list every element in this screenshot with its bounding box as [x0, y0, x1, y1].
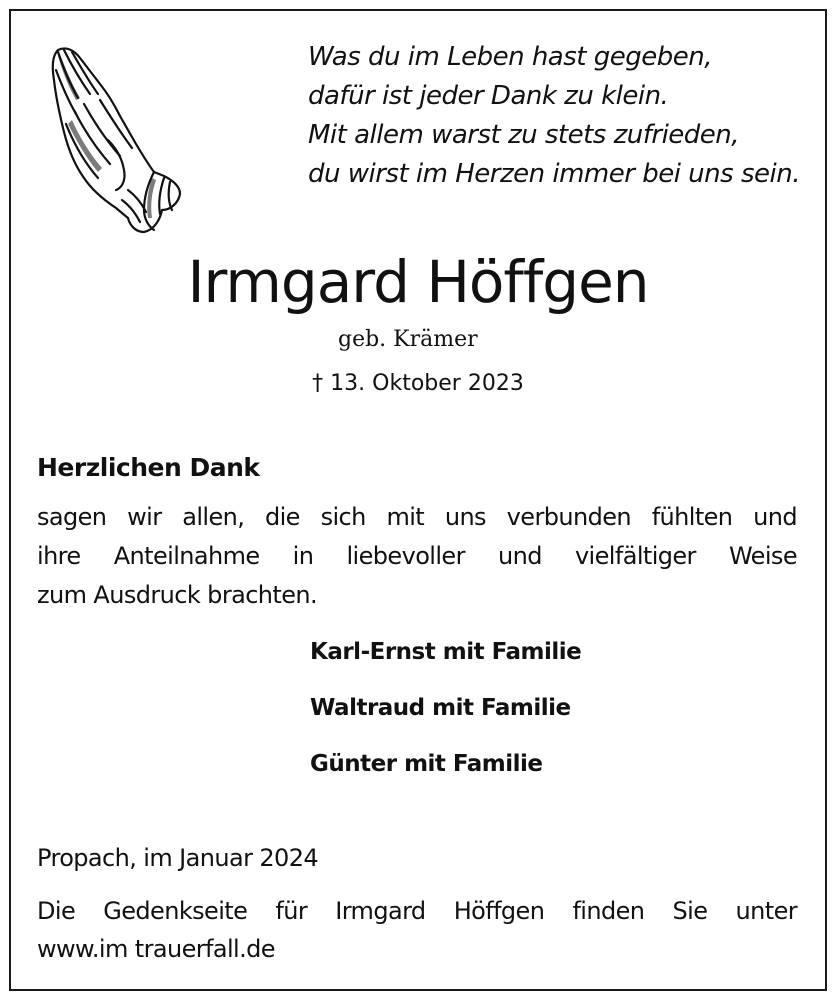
word: allen,: [182, 503, 245, 531]
poem-line: dafür ist jeder Dank zu klein.: [308, 81, 669, 111]
word: Irmgard: [335, 897, 426, 925]
deceased-name: Irmgard Höffgen: [187, 248, 649, 316]
poem-line: Mit allem warst zu stets zufrieden,: [308, 120, 740, 150]
signer: Karl-Ernst mit Familie: [310, 639, 582, 665]
word: vielfältiger: [574, 542, 696, 570]
memorial-poem: [308, 38, 808, 194]
word: Gedenkseite: [103, 897, 248, 925]
poem-line: du wirst im Herzen immer bei uns sein.: [308, 159, 800, 189]
thanks-text: [37, 498, 797, 615]
praying-hands-icon: [44, 40, 186, 240]
word: und: [497, 542, 542, 570]
thanks-line: [37, 498, 797, 537]
memorial-page-info: [37, 892, 797, 968]
thanks-heading: Herzlichen Dank: [37, 453, 260, 482]
word: Anteilnahme: [113, 542, 260, 570]
poem-line: Was du im Leben hast gegeben,: [308, 42, 712, 72]
word: verbunden: [506, 503, 631, 531]
word: die: [264, 503, 300, 531]
word: sich: [320, 503, 366, 531]
memorial-line: [37, 930, 797, 968]
word: ihre: [37, 542, 81, 570]
word: Sie: [672, 897, 708, 925]
word: Weise: [728, 542, 797, 570]
birth-name: geb. Krämer: [338, 327, 478, 352]
word: wir: [127, 503, 162, 531]
thanks-line: [37, 537, 797, 576]
word: finden: [572, 897, 645, 925]
word: fühlten: [651, 503, 733, 531]
death-date: † 13. Oktober 2023: [312, 371, 524, 396]
word: sagen: [37, 503, 107, 531]
signers-list: [310, 632, 581, 800]
word: uns: [444, 503, 486, 531]
word: unter: [735, 897, 797, 925]
signer: Günter mit Familie: [310, 751, 543, 777]
memorial-url[interactable]: www.im trauerfall.de: [37, 935, 275, 963]
memorial-line: [37, 892, 797, 930]
signer: Waltraud mit Familie: [310, 695, 571, 721]
word: liebevoller: [346, 542, 465, 570]
thanks-line: [37, 576, 797, 615]
word: Die: [37, 897, 76, 925]
word: Höffgen: [453, 897, 545, 925]
word: zum Ausdruck brachten.: [37, 581, 318, 609]
word: für: [275, 897, 308, 925]
word: und: [753, 503, 797, 531]
word: mit: [386, 503, 425, 531]
word: in: [292, 542, 314, 570]
place-date: Propach, im Januar 2024: [37, 844, 319, 872]
